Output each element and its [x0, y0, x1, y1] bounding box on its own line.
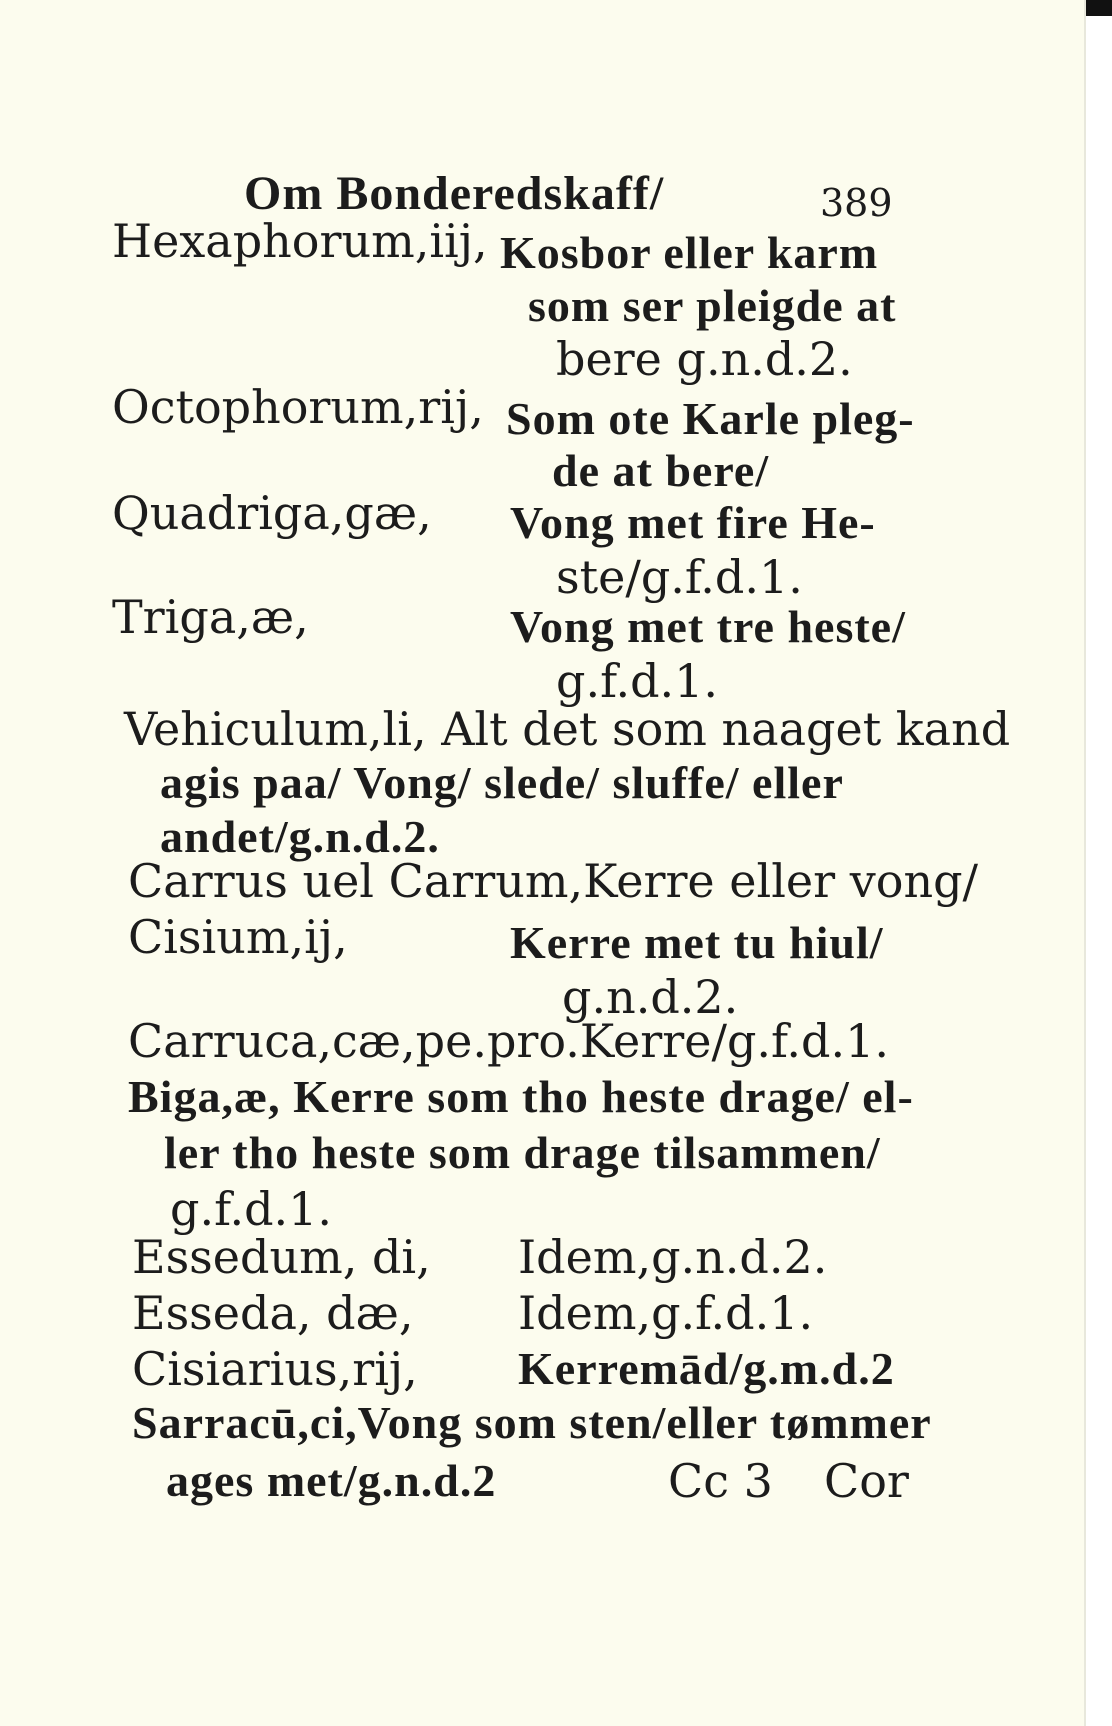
- entry-headword-quadriga: Quadriga,gæ,: [112, 486, 432, 540]
- entry-gloss-hexaphorum-2: som ser pleigde at: [528, 280, 897, 331]
- entry-gloss-cisiarius: Kerremād/g.m.d.2: [518, 1343, 895, 1394]
- entry-gloss-cisium-2: g.n.d.2.: [562, 970, 739, 1024]
- entry-gloss-quadriga-1: Vong met fire He-: [510, 497, 876, 548]
- entry-biga-line-2: ler tho heste som drage tilsammen/: [164, 1127, 881, 1178]
- entry-headword-essedum: Essedum, di,: [132, 1230, 431, 1284]
- entry-headword-octophorum: Octophorum,rij,: [112, 380, 484, 434]
- scan-edge-mark: [1086, 0, 1112, 16]
- entry-gloss-essedum: Idem,g.n.d.2.: [518, 1230, 828, 1284]
- entry-gloss-octophorum-2: de at bere/: [552, 445, 770, 496]
- entry-carrus: Carrus uel Carrum,Kerre eller vong/: [128, 854, 979, 908]
- page-edge: [1084, 0, 1086, 1726]
- entry-gloss-octophorum-1: Som ote Karle pleg-: [506, 393, 915, 444]
- entry-vehiculum-line-2: agis paa/ Vong/ slede/ sluffe/ eller: [160, 757, 844, 808]
- entry-sarracum-line-1: Sarracū,ci,Vong som sten/eller tømmer: [132, 1397, 932, 1448]
- entry-vehiculum-line-1: Vehiculum,li, Alt det som naaget kand: [124, 702, 1011, 756]
- running-title: Om Bonderedskaff/: [244, 167, 665, 220]
- entry-vehiculum-line-3: andet/g.n.d.2.: [160, 811, 440, 862]
- entry-headword-cisiarius: Cisiarius,rij,: [132, 1342, 418, 1396]
- signature-mark: Cc 3: [668, 1454, 773, 1508]
- entry-gloss-triga-1: Vong met tre heste/: [510, 601, 906, 652]
- catchword: Cor: [824, 1454, 909, 1508]
- entry-biga-line-1: Biga,æ, Kerre som tho heste drage/ el-: [128, 1071, 914, 1122]
- entry-gloss-cisium-1: Kerre met tu hiul/: [510, 917, 884, 968]
- entry-biga-line-3: g.f.d.1.: [170, 1182, 333, 1236]
- entry-headword-hexaphorum: Hexaphorum,iij,: [112, 214, 488, 268]
- entry-gloss-triga-2: g.f.d.1.: [556, 654, 719, 708]
- entry-headword-triga: Triga,æ,: [112, 590, 309, 644]
- page-number: 389: [820, 181, 893, 225]
- entry-gloss-hexaphorum-1: Kosbor eller karm: [500, 227, 879, 278]
- entry-sarracum-line-2: ages met/g.n.d.2: [166, 1455, 497, 1506]
- entry-gloss-quadriga-2: ste/g.f.d.1.: [556, 550, 803, 604]
- entry-gloss-hexaphorum-3: bere g.n.d.2.: [556, 332, 853, 386]
- entry-carruca: Carruca,cæ,pe.pro.Kerre/g.f.d.1.: [128, 1014, 889, 1068]
- entry-gloss-esseda: Idem,g.f.d.1.: [518, 1286, 814, 1340]
- entry-headword-cisium: Cisium,ij,: [128, 910, 348, 964]
- entry-headword-esseda: Esseda, dæ,: [132, 1286, 414, 1340]
